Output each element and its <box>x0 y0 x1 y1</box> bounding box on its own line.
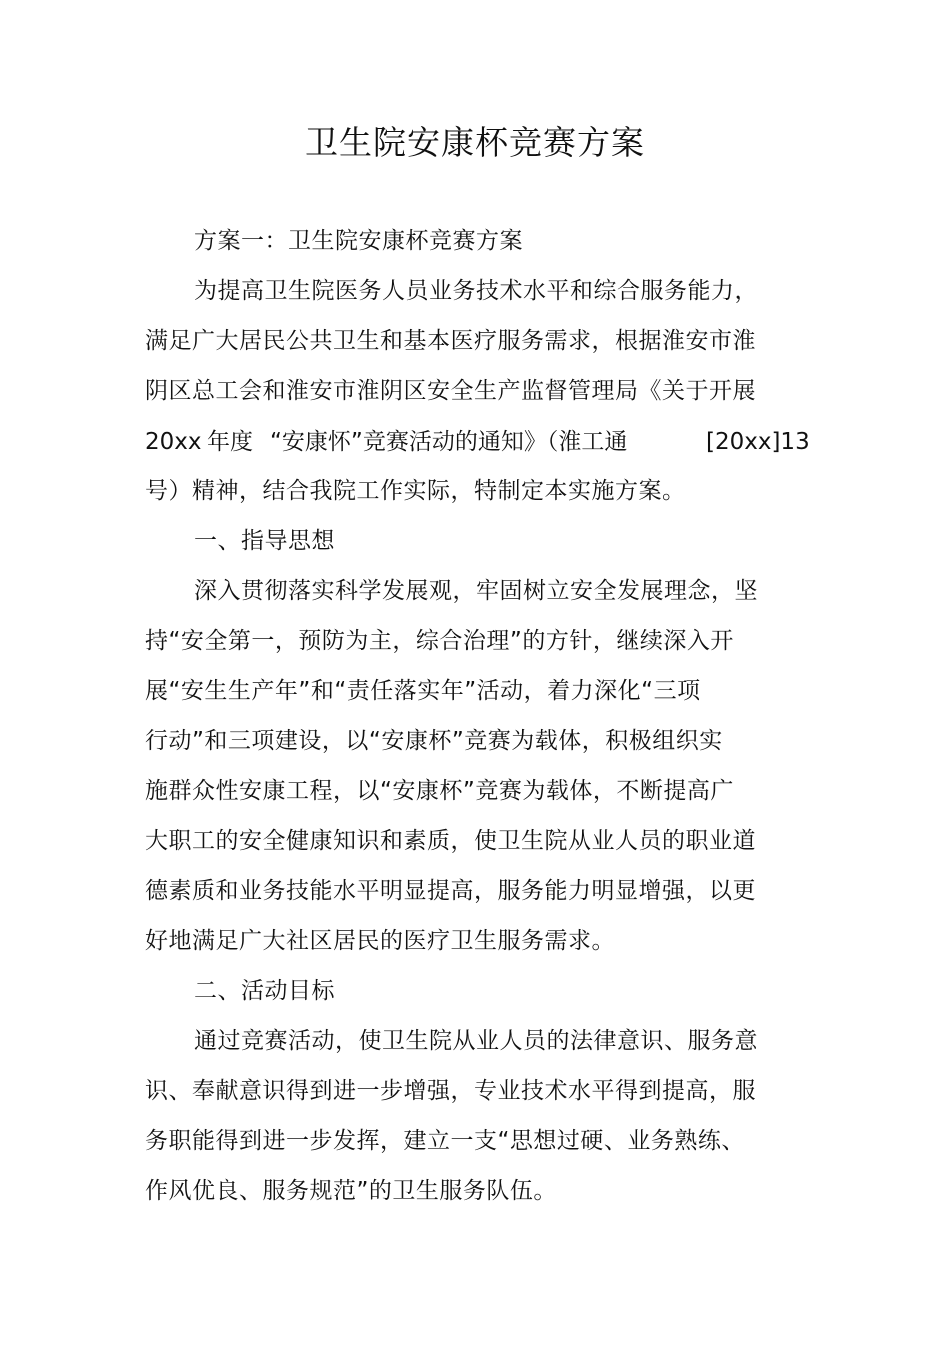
section-heading: 一、指导思想 <box>194 528 335 554</box>
paragraph-line-segment: 年度 <box>207 429 253 455</box>
section-heading: 二、活动目标 <box>194 978 335 1004</box>
scheme-heading: 方案一：卫生院安康杯竞赛方案 <box>194 228 523 254</box>
paragraph-line: 务职能得到进一步发挥，建立一支“思想过硬、业务熟练、 <box>145 1128 745 1154</box>
paragraph-line: 识、奉献意识得到进一步增强，专业技术水平得到提高，服 <box>145 1078 756 1104</box>
paragraph-line: 通过竞赛活动，使卫生院从业人员的法律意识、服务意 <box>194 1028 758 1054</box>
paragraph-line: 德素质和业务技能水平明显提高，服务能力明显增强，以更 <box>145 878 756 904</box>
paragraph-line: 展“安生生产年”和“责任落实年”活动，着力深化“三项 <box>145 678 701 704</box>
paragraph-line: 持“安全第一，预防为主，综合治理”的方针，继续深入开 <box>145 628 734 654</box>
paragraph-line: 号）精神，结合我院工作实际，特制定本实施方案。 <box>145 478 686 504</box>
paragraph-line: 阴区总工会和淮安市淮阴区安全生产监督管理局《关于开展 <box>145 378 756 404</box>
paragraph-line-segment: [20xx]13 <box>706 429 810 455</box>
paragraph-line: 深入贯彻落实科学发展观，牢固树立安全发展理念，坚 <box>194 578 758 604</box>
paragraph-line-segment: 20xx <box>145 429 202 455</box>
document-title: 卫生院安康杯竞赛方案 <box>305 123 645 162</box>
paragraph-line: 为提高卫生院医务人员业务技术水平和综合服务能力， <box>194 278 758 304</box>
paragraph-line-segment: “安康怀”竞赛活动的通知》（淮工通 <box>270 429 628 455</box>
paragraph-line: 施群众性安康工程，以“安康杯”竞赛为载体，不断提高广 <box>145 778 734 804</box>
paragraph-line: 满足广大居民公共卫生和基本医疗服务需求，根据淮安市淮 <box>145 328 756 354</box>
paragraph-line: 好地满足广大社区居民的医疗卫生服务需求。 <box>145 928 615 954</box>
paragraph-line: 作风优良、服务规范”的卫生服务队伍。 <box>145 1178 557 1204</box>
paragraph-line: 大职工的安全健康知识和素质，使卫生院从业人员的职业道 <box>145 828 756 854</box>
paragraph-line: 行动”和三项建设，以“安康杯”竞赛为载体，积极组织实 <box>145 728 723 754</box>
